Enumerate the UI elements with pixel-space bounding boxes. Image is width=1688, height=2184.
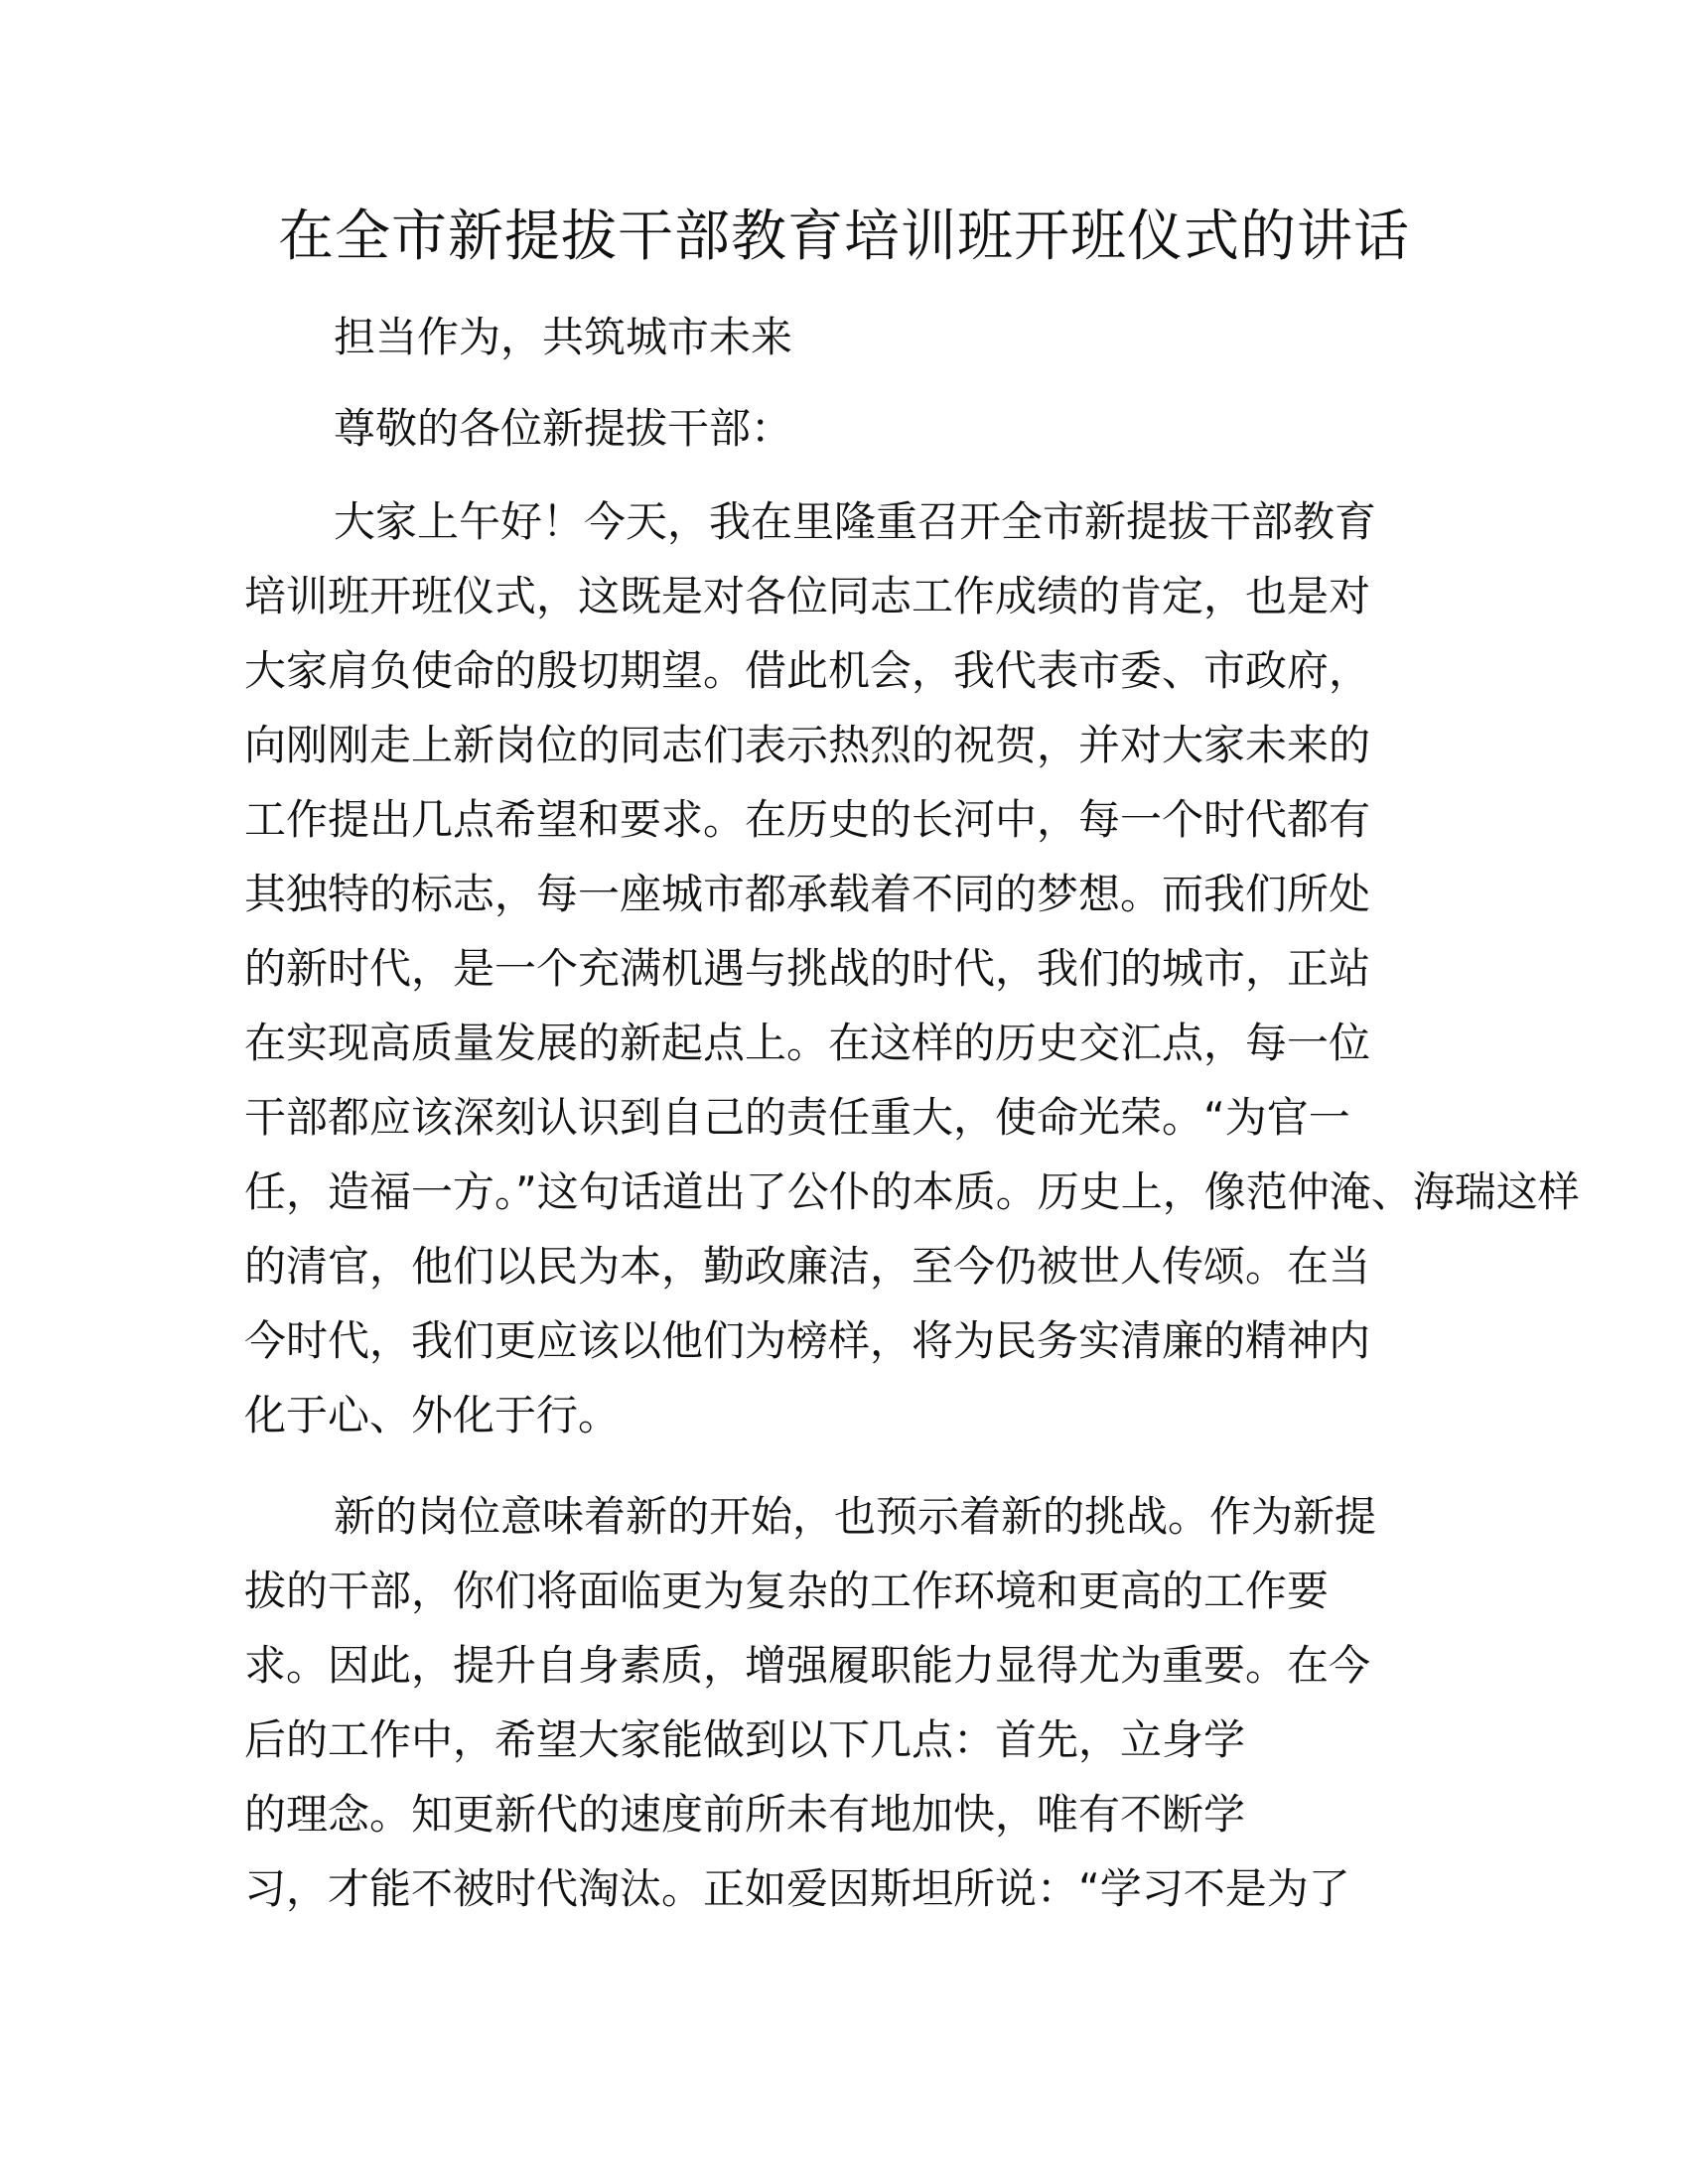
paragraph-line: 在实现高质量发展的新起点上。在这样的历史交汇点，每一位 xyxy=(244,1019,1371,1067)
paragraph-line: 大家肩负使命的殷切期望。借此机会，我代表市委、市政府， xyxy=(244,646,1371,695)
document-title: 在全市新提拔干部教育培训班开班仪式的讲话 xyxy=(278,205,1410,269)
paragraph-line: 工作提出几点希望和要求。在历史的长河中，每一个时代都有 xyxy=(244,795,1371,844)
paragraph-line: 今时代，我们更应该以他们为榜样，将为民务实清廉的精神内 xyxy=(244,1316,1371,1365)
paragraph-line: 大家上午好！今天，我在里隆重召开全市新提拔干部教育 xyxy=(334,497,1377,546)
paragraph-line: 求。因此，提升自身素质，增强履职能力显得尤为重要。在今 xyxy=(244,1641,1371,1690)
paragraph-line: 拔的干部，你们将面临更为复杂的工作环境和更高的工作要 xyxy=(244,1567,1330,1615)
paragraph-line: 干部都应该深刻认识到自己的责任重大，使命光荣。“为官一 xyxy=(244,1093,1350,1142)
paragraph-line: 习，才能不被时代淘汰。正如爱因斯坦所说：“学习不是为了 xyxy=(244,1864,1350,1913)
paragraph-line: 向刚刚走上新岗位的同志们表示热烈的祝贺，并对大家未来的 xyxy=(244,721,1371,769)
paragraph-line: 新的岗位意味着新的开始，也预示着新的挑战。作为新提 xyxy=(334,1492,1377,1541)
paragraph-line: 的清官，他们以民为本，勤政廉洁，至今仍被世人传颂。在当 xyxy=(244,1242,1371,1291)
paragraph-line: 培训班开班仪式，这既是对各位同志工作成绩的肯定，也是对 xyxy=(244,572,1371,620)
salutation: 尊敬的各位新提拔干部： xyxy=(334,404,793,453)
paragraph-line: 后的工作中，希望大家能做到以下几点：首先，立身学 xyxy=(244,1715,1246,1764)
paragraph-line: 化于心、外化于行。 xyxy=(244,1391,621,1439)
paragraph-line: 的新时代，是一个充满机遇与挑战的时代，我们的城市，正站 xyxy=(244,944,1371,993)
paragraph-line: 其独特的标志，每一座城市都承载着不同的梦想。而我们所处 xyxy=(244,870,1371,918)
document-subtitle: 担当作为，共筑城市未来 xyxy=(334,313,793,361)
paragraph-line: 任，造福一方。”这句话道出了公仆的本质。历史上，像范仲淹、海瑞这样 xyxy=(244,1167,1580,1216)
paragraph-line: 的理念。知更新代的速度前所未有地加快，唯有不断学 xyxy=(244,1790,1246,1839)
